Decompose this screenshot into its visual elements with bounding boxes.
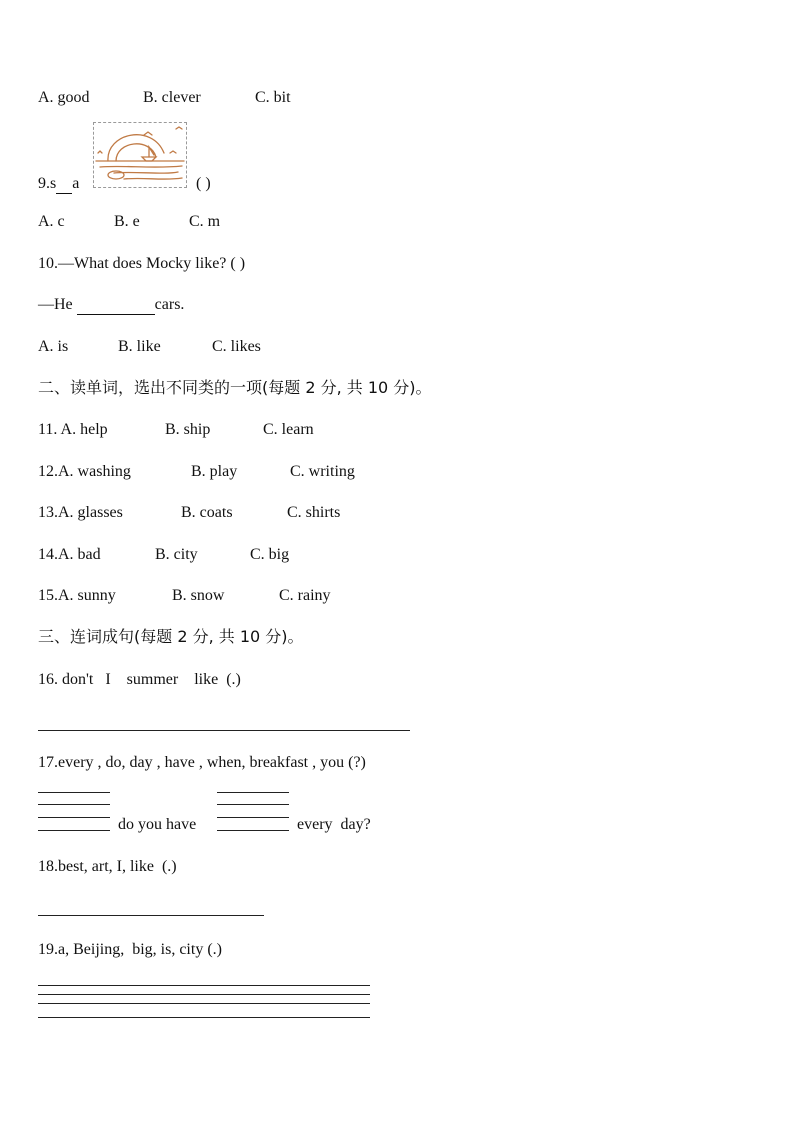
q10-answer-pre: —He [38, 296, 73, 313]
q12-option-b: B. play [191, 463, 238, 480]
q9-mid: a [72, 175, 80, 192]
q9-picture [93, 122, 187, 188]
q9-prefix: 9.s [38, 175, 57, 192]
q17-blank-1-line-1[interactable] [38, 792, 110, 793]
q9-paren: ( ) [196, 175, 211, 192]
q10-question: 10.—What does Mocky like? ( ) [38, 255, 246, 272]
q17-blank-1-line-4[interactable] [38, 830, 110, 831]
q10-option-b: B. like [118, 338, 161, 355]
q11-number: 11. [38, 421, 58, 438]
q8-option-a: A. good [38, 89, 90, 106]
q9-option-c: C. m [189, 213, 221, 230]
q17-mid-text: do you have [118, 816, 197, 833]
q17-blank-1-line-3[interactable] [38, 817, 110, 818]
q19-answer-line-1[interactable] [38, 985, 370, 986]
q9-options [38, 212, 221, 232]
q18-prompt: 18.best, art, I, like (.) [38, 858, 177, 875]
q13-option-b: B. coats [181, 504, 233, 521]
q14-option-c: C. big [250, 546, 290, 563]
q9-blank[interactable] [56, 193, 72, 194]
q16-answer-line[interactable] [38, 730, 410, 731]
q14-option-b: B. city [155, 546, 198, 563]
section-3-heading: 三、连词成句(每题 2 分, 共 10 分)。 [38, 627, 304, 646]
q19-answer-line-2[interactable] [38, 994, 370, 995]
q14-number: 14. [38, 546, 58, 563]
q10-option-c: C. likes [212, 338, 261, 355]
q10-options [38, 337, 261, 357]
q12-number: 12. [38, 463, 58, 480]
q15-option-b: B. snow [172, 587, 225, 604]
q17-blank-2-line-3[interactable] [217, 817, 289, 818]
q13-option-a: A. glasses [58, 504, 123, 521]
q9-option-a: A. c [38, 213, 65, 230]
q17-blank-2-line-4[interactable] [217, 830, 289, 831]
q15-option-c: C. rainy [279, 587, 331, 604]
q18-answer-line[interactable] [38, 915, 264, 916]
q11-option-c: C. learn [263, 421, 314, 438]
q10-answer-post: cars. [154, 296, 185, 313]
q10-option-a: A. is [38, 338, 69, 355]
q19-answer-line-4[interactable] [38, 1017, 370, 1018]
q11-row [38, 420, 314, 440]
q13-number: 13. [38, 504, 58, 521]
section-2-heading: 二、读单词，选出不同类的一项(每题 2 分, 共 10 分)。 [38, 378, 432, 397]
q11-option-b: B. ship [165, 421, 211, 438]
q17-prompt: 17.every , do, day , have , when, breakfast , you (?) [38, 754, 366, 771]
q17-blank-2-line-2[interactable] [217, 804, 289, 805]
q9-question [38, 174, 211, 194]
q15-option-a: A. sunny [58, 587, 116, 604]
q9-option-b: B. e [114, 213, 140, 230]
q12-option-a: A. washing [58, 463, 131, 480]
q8-option-c: C. bit [255, 89, 291, 106]
q11-option-a: A. help [60, 421, 108, 438]
q17-blank-2-line-1[interactable] [217, 792, 289, 793]
q10-answer [38, 295, 184, 315]
q12-row [38, 462, 355, 482]
q19-prompt: 19.a, Beijing, big, is, city (.) [38, 941, 222, 958]
q13-option-c: C. shirts [287, 504, 341, 521]
q10-blank[interactable] [77, 314, 155, 315]
sunset-boat-icon [94, 123, 186, 187]
q15-number: 15. [38, 587, 58, 604]
q16-prompt: 16. don't I summer like (.) [38, 671, 241, 688]
q17-end-text: every day? [297, 816, 371, 833]
q14-option-a: A. bad [58, 546, 101, 563]
q8-option-b: B. clever [143, 89, 201, 106]
q12-option-c: C. writing [290, 463, 355, 480]
q13-row [38, 503, 341, 523]
q15-row [38, 586, 331, 606]
q14-row [38, 545, 290, 565]
q8-options [38, 88, 291, 108]
q19-answer-line-3[interactable] [38, 1003, 370, 1004]
q17-blank-1-line-2[interactable] [38, 804, 110, 805]
